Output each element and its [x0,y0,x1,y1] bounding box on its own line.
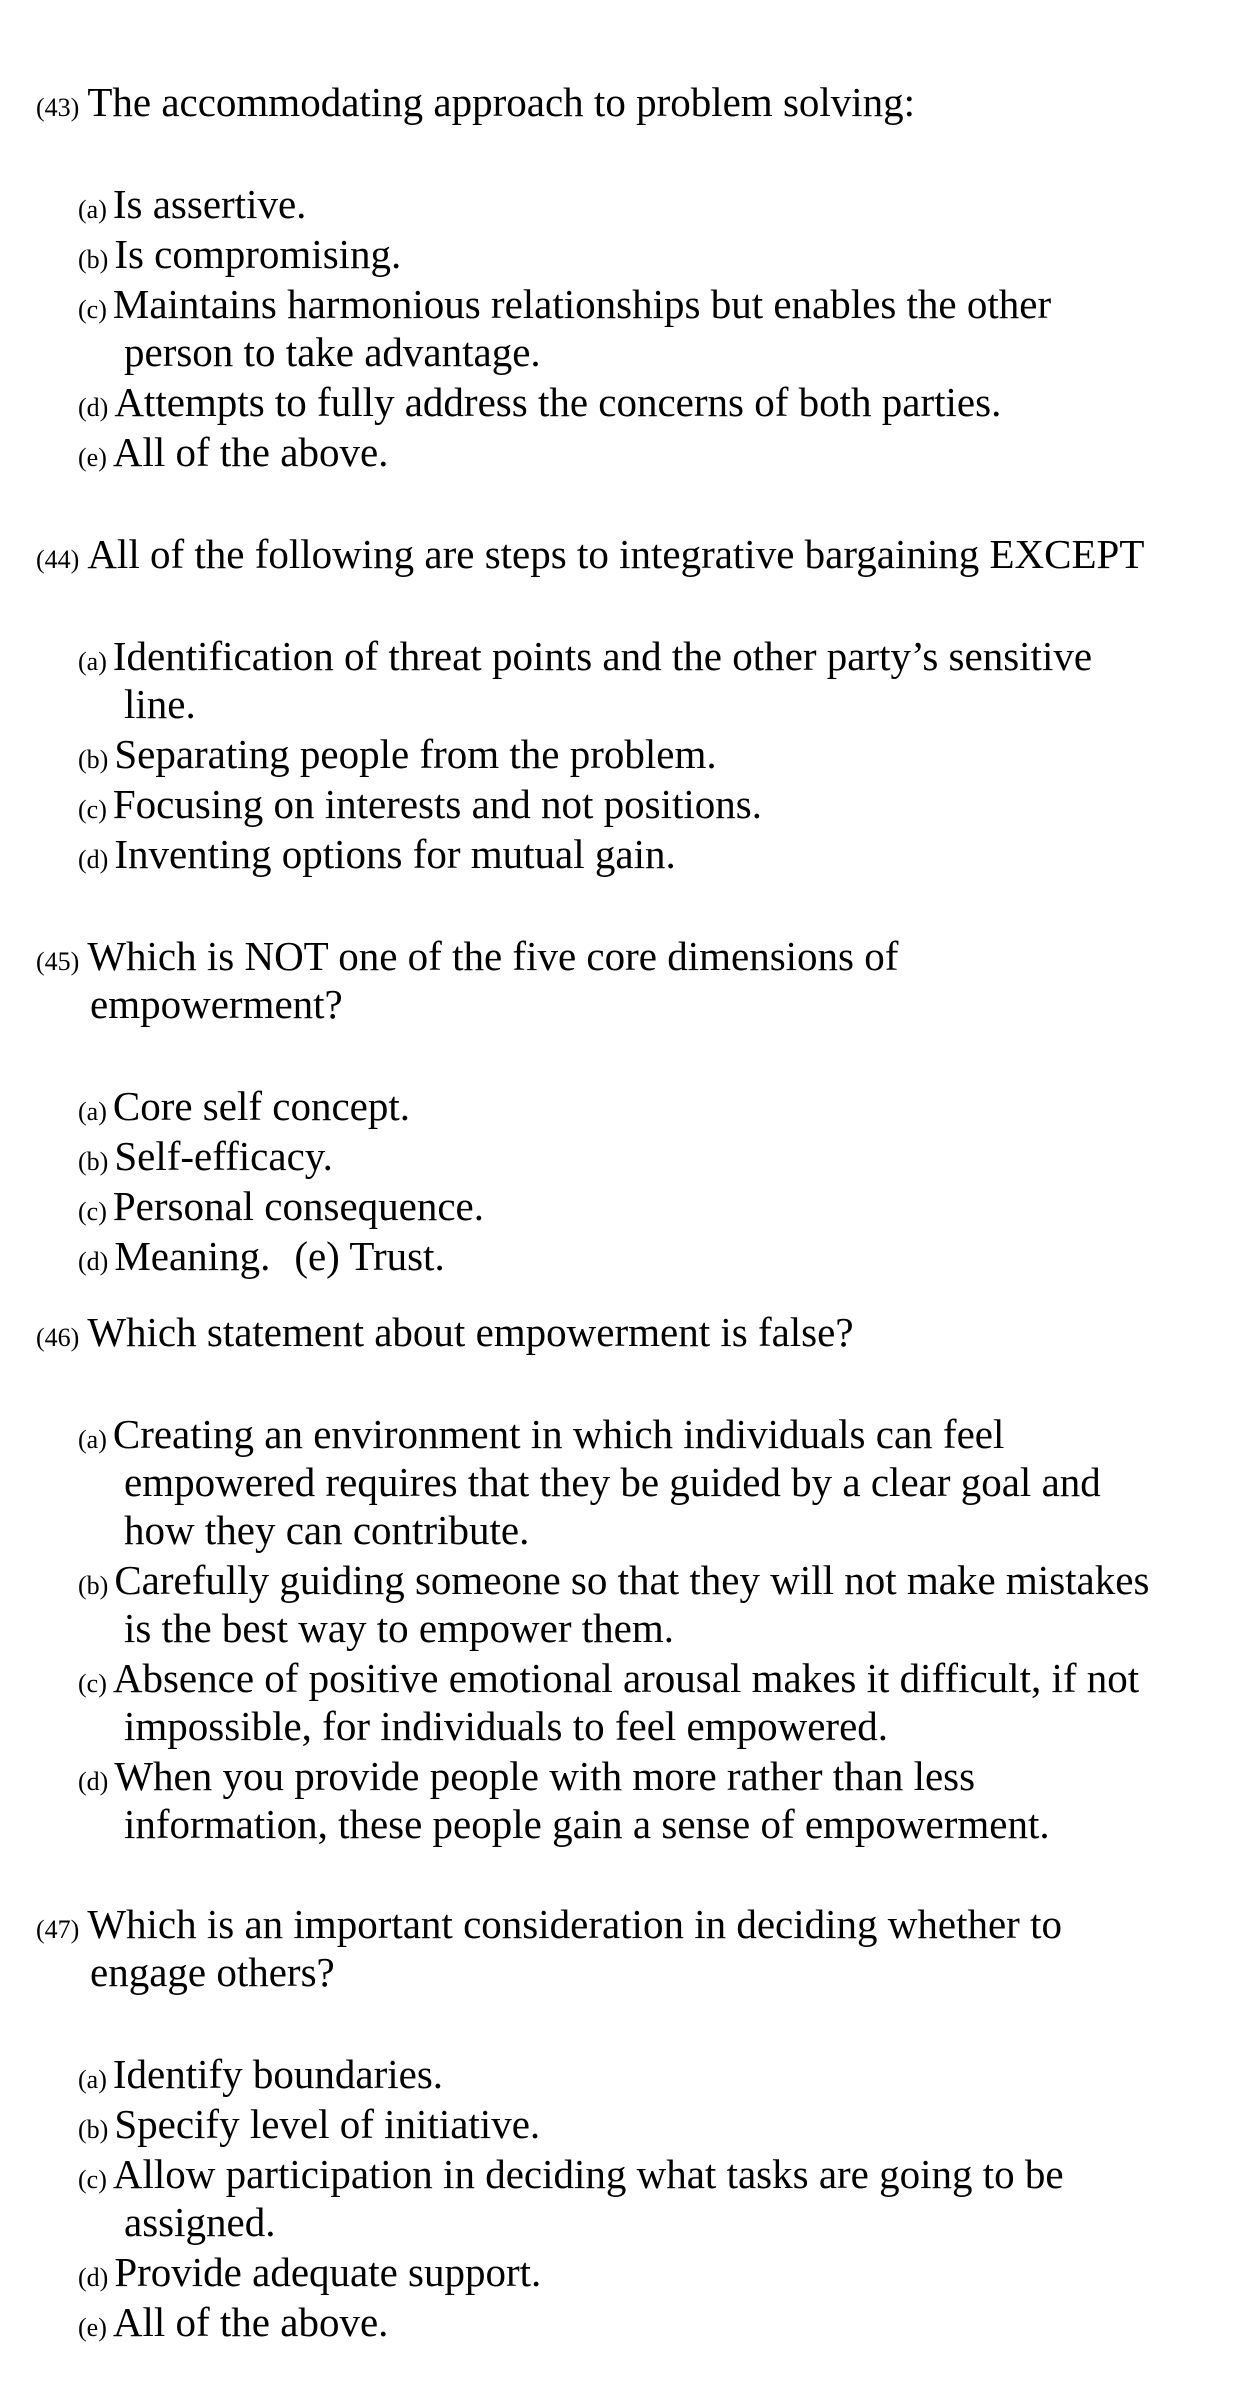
option-text: Inventing options for mutual gain. [114,831,676,877]
option-47e [78,2298,388,2352]
option-45d [78,1232,445,1286]
option-46b [78,1556,1149,1610]
option-text: Creating an environment in which individuals can feel [112,1411,1005,1457]
question-text: Which is NOT one of the five core dimensions of [87,933,899,979]
question-text: Which statement about empowerment is false? [87,1309,854,1355]
option-46a-cont-2: how they can contribute. [124,1507,530,1553]
option-46a-cont-1: empowered requires that they be guided by a clear goal and [124,1459,1101,1505]
question-44 [36,530,1144,584]
option-letter: (c) [78,795,107,824]
question-number: (43) [36,93,80,122]
option-text: All of the above. [112,429,389,475]
option-letter: (d) [78,1767,109,1796]
option-text: Specify level of initiative. [114,2101,541,2147]
option-letter: (e) [78,2313,107,2342]
option-letter: (d) [78,845,109,874]
option-text: Allow participation in deciding what tasks are going to be [112,2151,1064,2197]
option-text: Attempts to fully address the concerns of both parties. [114,379,1002,425]
option-text: Carefully guiding someone so that they will not make mistakes [114,1557,1150,1603]
option-letter: (a) [78,195,107,224]
option-47a [78,2050,443,2104]
option-letter: (b) [78,745,109,774]
question-number: (44) [36,545,80,574]
option-43e [78,428,388,482]
option-45c [78,1182,484,1236]
option-text: Provide adequate support. [114,2249,542,2295]
option-letter: (d) [78,393,109,422]
option-47c-cont: assigned. [124,2199,276,2245]
option-46a [78,1410,1004,1464]
option-43b [78,230,401,284]
option-letter: (b) [78,245,109,274]
question-number: (47) [36,1915,80,1944]
option-43a [78,180,306,234]
option-45e-inline: (e) Trust. [294,1233,445,1279]
question-text: All of the following are steps to integrative bargaining EXCEPT [87,531,1145,577]
option-letter: (d) [78,2263,109,2292]
option-text: Is compromising. [114,231,402,277]
option-46c-cont: impossible, for individuals to feel empowered. [124,1703,889,1749]
question-number: (45) [36,947,80,976]
option-text: Personal consequence. [112,1183,485,1229]
option-text: Core self concept. [112,1083,410,1129]
option-47b [78,2100,540,2154]
option-43c-cont: person to take advantage. [124,329,541,375]
option-text: Identification of threat points and the other party’s sensitive [112,633,1093,679]
option-text: All of the above. [112,2299,389,2345]
option-44a-cont: line. [124,681,196,727]
option-46c [78,1654,1139,1708]
option-44d [78,830,676,884]
question-46 [36,1308,854,1362]
option-46d [78,1752,975,1806]
option-46b-cont: is the best way to empower them. [124,1605,674,1651]
option-text: When you provide people with more rather than less [114,1753,976,1799]
question-47-cont: engage others? [90,1949,335,1995]
option-43d [78,378,1001,432]
option-45b [78,1132,333,1186]
option-44b [78,730,717,784]
option-letter: (c) [78,2165,107,2194]
option-letter: (a) [78,1425,107,1454]
question-43 [36,78,915,132]
option-letter: (b) [78,1147,109,1176]
option-text: Self-efficacy. [114,1133,333,1179]
option-letter: (c) [78,1669,107,1698]
option-letter: (c) [78,295,107,324]
option-46d-cont: information, these people gain a sense of empowerment. [124,1801,1050,1847]
question-45-cont: empowerment? [90,981,343,1027]
option-letter: (a) [78,1097,107,1126]
option-text: Focusing on interests and not positions. [112,781,763,827]
question-45 [36,932,898,986]
option-47c [78,2150,1064,2204]
option-text: Maintains harmonious relationships but enables the other [112,281,1052,327]
option-45a [78,1082,410,1136]
question-text: The accommodating approach to problem solving: [87,79,916,125]
option-text: Separating people from the problem. [114,731,717,777]
option-44a [78,632,1092,686]
option-letter: (b) [78,2115,109,2144]
option-47d [78,2248,541,2302]
option-text: Identify boundaries. [112,2051,444,2097]
option-letter: (d) [78,1247,109,1276]
option-letter: (c) [78,1197,107,1226]
option-letter: (e) [78,443,107,472]
question-text: Which is an important consideration in deciding whether to [87,1901,1062,1947]
option-43c [78,280,1051,334]
option-text: Absence of positive emotional arousal makes it difficult, if not [112,1655,1140,1701]
option-44c [78,780,762,834]
option-text: Meaning. [114,1233,271,1279]
option-letter: (a) [78,2065,107,2094]
option-letter: (b) [78,1571,109,1600]
option-text: Is assertive. [112,181,307,227]
question-number: (46) [36,1323,80,1352]
option-letter: (a) [78,647,107,676]
question-47 [36,1900,1062,1954]
